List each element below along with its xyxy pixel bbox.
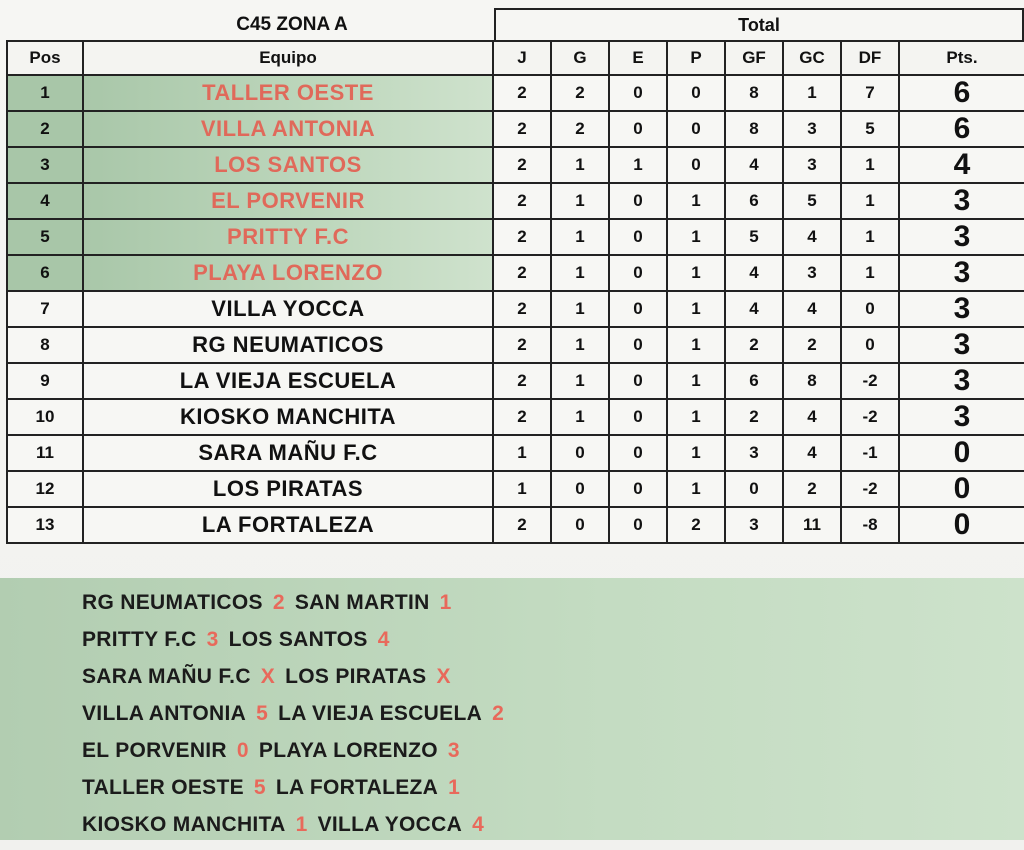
home-team-name: EL PORVENIR: [82, 738, 227, 762]
gf-cell: 4: [725, 147, 783, 183]
away-score: 4: [472, 812, 485, 836]
team-name-cell: KIOSKO MANCHITA: [83, 399, 493, 435]
column-header-pos: Pos: [7, 41, 83, 75]
home-score: X: [260, 664, 276, 688]
points-cell: 3: [899, 399, 1024, 435]
position-cell: 7: [7, 291, 83, 327]
home-score: 2: [272, 590, 285, 614]
team-name-cell: LOS PIRATAS: [83, 471, 493, 507]
gf-cell: 4: [725, 255, 783, 291]
position-cell: 4: [7, 183, 83, 219]
gc-cell: 4: [783, 291, 841, 327]
team-name-cell: VILLA ANTONIA: [83, 111, 493, 147]
g-cell: 1: [551, 327, 609, 363]
table-row: [7, 75, 1024, 111]
home-team-name: KIOSKO MANCHITA: [82, 812, 286, 836]
p-cell: 1: [667, 471, 725, 507]
table-row: [7, 435, 1024, 471]
e-cell: 0: [609, 399, 667, 435]
away-team-name: LA FORTALEZA: [275, 775, 439, 799]
gc-cell: 4: [783, 435, 841, 471]
gc-cell: 4: [783, 219, 841, 255]
table-row: [7, 219, 1024, 255]
points-cell: 3: [899, 255, 1024, 291]
p-cell: 1: [667, 255, 725, 291]
df-cell: 1: [841, 183, 899, 219]
points-cell: 3: [899, 183, 1024, 219]
df-cell: 1: [841, 255, 899, 291]
match-result-row: [0, 658, 1024, 695]
match-result-row: [0, 695, 1024, 732]
g-cell: 0: [551, 471, 609, 507]
gc-cell: 5: [783, 183, 841, 219]
p-cell: 1: [667, 219, 725, 255]
e-cell: 0: [609, 327, 667, 363]
team-name-cell: LA FORTALEZA: [83, 507, 493, 543]
team-name-cell: LOS SANTOS: [83, 147, 493, 183]
df-cell: 1: [841, 219, 899, 255]
team-name-cell: PLAYA LORENZO: [83, 255, 493, 291]
page-title: C45 ZONA A: [236, 14, 348, 35]
points-cell: 0: [899, 471, 1024, 507]
table-row: [7, 111, 1024, 147]
e-cell: 0: [609, 291, 667, 327]
gf-cell: 5: [725, 219, 783, 255]
g-cell: 1: [551, 255, 609, 291]
points-cell: 0: [899, 507, 1024, 543]
table-row: [7, 147, 1024, 183]
df-cell: 0: [841, 327, 899, 363]
gf-cell: 3: [725, 507, 783, 543]
df-cell: 1: [841, 147, 899, 183]
gf-cell: 4: [725, 291, 783, 327]
column-header-g: G: [551, 41, 609, 75]
team-name-cell: LA VIEJA ESCUELA: [83, 363, 493, 399]
position-cell: 8: [7, 327, 83, 363]
gf-cell: 2: [725, 399, 783, 435]
j-cell: 2: [493, 183, 551, 219]
e-cell: 0: [609, 183, 667, 219]
points-cell: 4: [899, 147, 1024, 183]
home-score: 0: [236, 738, 249, 762]
g-cell: 1: [551, 291, 609, 327]
table-row: [7, 399, 1024, 435]
gc-cell: 3: [783, 111, 841, 147]
home-team-name: TALLER OESTE: [82, 775, 244, 799]
p-cell: 1: [667, 363, 725, 399]
home-team-name: SARA MAÑU F.C: [82, 664, 251, 688]
match-result-row: [0, 621, 1024, 658]
column-header-gc: GC: [783, 41, 841, 75]
p-cell: 2: [667, 507, 725, 543]
points-cell: 6: [899, 111, 1024, 147]
p-cell: 1: [667, 183, 725, 219]
position-cell: 9: [7, 363, 83, 399]
home-team-name: PRITTY F.C: [82, 627, 197, 651]
column-header-j: J: [493, 41, 551, 75]
match-result-row: [0, 806, 1024, 843]
away-score: 3: [447, 738, 460, 762]
position-cell: 3: [7, 147, 83, 183]
points-cell: 3: [899, 219, 1024, 255]
j-cell: 2: [493, 255, 551, 291]
df-cell: -1: [841, 435, 899, 471]
table-row: [7, 255, 1024, 291]
away-team-name: LOS PIRATAS: [285, 664, 427, 688]
total-group-header: Total: [494, 8, 1024, 40]
e-cell: 0: [609, 111, 667, 147]
gf-cell: 6: [725, 183, 783, 219]
team-name-cell: SARA MAÑU F.C: [83, 435, 493, 471]
j-cell: 2: [493, 291, 551, 327]
column-header-team: Equipo: [83, 41, 493, 75]
j-cell: 2: [493, 507, 551, 543]
position-cell: 11: [7, 435, 83, 471]
away-team-name: PLAYA LORENZO: [258, 738, 438, 762]
e-cell: 0: [609, 435, 667, 471]
df-cell: -8: [841, 507, 899, 543]
column-header-e: E: [609, 41, 667, 75]
gc-cell: 1: [783, 75, 841, 111]
g-cell: 2: [551, 75, 609, 111]
home-team-name: RG NEUMATICOS: [82, 590, 263, 614]
p-cell: 0: [667, 75, 725, 111]
table-row: [7, 363, 1024, 399]
position-cell: 13: [7, 507, 83, 543]
home-score: 5: [253, 775, 266, 799]
p-cell: 1: [667, 291, 725, 327]
gf-cell: 6: [725, 363, 783, 399]
gc-cell: 4: [783, 399, 841, 435]
away-score: 1: [448, 775, 461, 799]
position-cell: 1: [7, 75, 83, 111]
home-score: 1: [295, 812, 308, 836]
j-cell: 2: [493, 327, 551, 363]
column-header-gf: GF: [725, 41, 783, 75]
e-cell: 0: [609, 471, 667, 507]
away-team-name: SAN MARTIN: [294, 590, 430, 614]
p-cell: 1: [667, 327, 725, 363]
p-cell: 1: [667, 435, 725, 471]
away-score: X: [436, 664, 451, 688]
team-name-cell: EL PORVENIR: [83, 183, 493, 219]
gf-cell: 8: [725, 75, 783, 111]
g-cell: 0: [551, 435, 609, 471]
j-cell: 2: [493, 147, 551, 183]
j-cell: 2: [493, 399, 551, 435]
away-team-name: VILLA YOCCA: [317, 812, 463, 836]
gf-cell: 8: [725, 111, 783, 147]
position-cell: 2: [7, 111, 83, 147]
team-name-cell: TALLER OESTE: [83, 75, 493, 111]
gc-cell: 3: [783, 147, 841, 183]
gf-cell: 3: [725, 435, 783, 471]
table-row: [7, 183, 1024, 219]
e-cell: 0: [609, 219, 667, 255]
column-header-p: P: [667, 41, 725, 75]
e-cell: 1: [609, 147, 667, 183]
points-cell: 3: [899, 291, 1024, 327]
column-header-df: DF: [841, 41, 899, 75]
g-cell: 1: [551, 183, 609, 219]
g-cell: 1: [551, 399, 609, 435]
standings-body: [7, 75, 1024, 543]
home-score: 5: [256, 701, 269, 725]
points-cell: 0: [899, 435, 1024, 471]
df-cell: 7: [841, 75, 899, 111]
home-score: 3: [206, 627, 219, 651]
gf-cell: 2: [725, 327, 783, 363]
points-cell: 3: [899, 327, 1024, 363]
gf-cell: 0: [725, 471, 783, 507]
home-team-name: VILLA ANTONIA: [82, 701, 247, 725]
e-cell: 0: [609, 507, 667, 543]
g-cell: 0: [551, 507, 609, 543]
j-cell: 2: [493, 219, 551, 255]
e-cell: 0: [609, 363, 667, 399]
position-cell: 12: [7, 471, 83, 507]
g-cell: 2: [551, 111, 609, 147]
points-cell: 3: [899, 363, 1024, 399]
j-cell: 1: [493, 471, 551, 507]
gc-cell: 2: [783, 471, 841, 507]
g-cell: 1: [551, 363, 609, 399]
g-cell: 1: [551, 147, 609, 183]
df-cell: 5: [841, 111, 899, 147]
match-result-row: [0, 732, 1024, 769]
df-cell: -2: [841, 399, 899, 435]
team-name-cell: VILLA YOCCA: [83, 291, 493, 327]
away-score: 2: [492, 701, 505, 725]
position-cell: 5: [7, 219, 83, 255]
p-cell: 0: [667, 147, 725, 183]
column-header-pts: Pts.: [899, 41, 1024, 75]
e-cell: 0: [609, 255, 667, 291]
j-cell: 2: [493, 111, 551, 147]
j-cell: 2: [493, 75, 551, 111]
gc-cell: 11: [783, 507, 841, 543]
df-cell: 0: [841, 291, 899, 327]
g-cell: 1: [551, 219, 609, 255]
table-row: [7, 471, 1024, 507]
results-panel: [0, 578, 1024, 840]
away-team-name: LA VIEJA ESCUELA: [278, 701, 483, 725]
gc-cell: 8: [783, 363, 841, 399]
match-result-row: [0, 584, 1024, 621]
e-cell: 0: [609, 75, 667, 111]
table-row: [7, 327, 1024, 363]
j-cell: 1: [493, 435, 551, 471]
position-cell: 6: [7, 255, 83, 291]
p-cell: 0: [667, 111, 725, 147]
away-score: 1: [439, 590, 452, 614]
j-cell: 2: [493, 363, 551, 399]
team-name-cell: PRITTY F.C: [83, 219, 493, 255]
table-header-row: [7, 41, 1024, 75]
p-cell: 1: [667, 399, 725, 435]
standings-table: [6, 40, 1024, 544]
table-row: [7, 507, 1024, 543]
team-name-cell: RG NEUMATICOS: [83, 327, 493, 363]
away-score: 4: [377, 627, 390, 651]
match-result-row: [0, 769, 1024, 806]
table-row: [7, 291, 1024, 327]
away-team-name: LOS SANTOS: [228, 627, 368, 651]
gc-cell: 2: [783, 327, 841, 363]
df-cell: -2: [841, 363, 899, 399]
gc-cell: 3: [783, 255, 841, 291]
position-cell: 10: [7, 399, 83, 435]
df-cell: -2: [841, 471, 899, 507]
points-cell: 6: [899, 75, 1024, 111]
